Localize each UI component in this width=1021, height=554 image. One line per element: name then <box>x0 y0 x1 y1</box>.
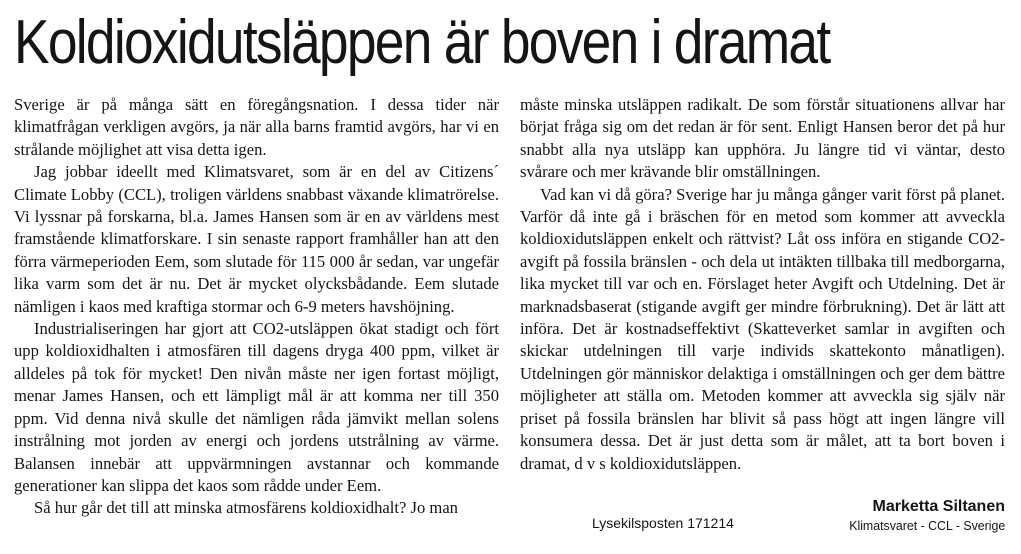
paragraph: Vad kan vi då göra? Sverige har ju många gånger varit först på planet. Varför då inte gå i bräschen för en metod som kommer att avveckla koldioxidutsläppen enkelt och rättvist? Låt oss införa en stigande CO2-avgift på fossila bränslen - och dela ut intäkten tillbaka till medborgarna, lika mycket till var och en. Förslaget heter Avgift och Utdelning. Det är marknadsbaserat (stigande avgift ger mindre förbrukning). Det är lätt att införa. Det är kostnadseffektivt (Skatteverket samlar in avgiften och skickar utdelningen till varje individs skattekonto månatligen). Utdelningen gör människor delaktiga i omställningen och ger dem bättre möjligheter att ställa om. Metoden kommer att avveckla sig själv när priset på fossila bränslen har blivit så pass högt att ingen längre vill konsumera dessa. Det är just detta som är målet, att ta bort boven i dramat, d v s koldioxidutsläppen. <box>520 184 1005 473</box>
source-label: Lysekilsposten 171214 <box>592 515 734 531</box>
paragraph: Jag jobbar ideellt med Klimatsvaret, som är en del av Citizens´ Climate Lobby (CCL), troligen världens snabbast växande klimatrörelse. Vi lyssnar på forskarna, bl.a. James Hansen som är en av världens mest framstående klimatforskare. I sin senaste rapport framhåller han att den förra värmeperioden Eem, som slutade för 115 000 år sedan, var ungefär lika varm som det är nu. Det är mycket olycksbådande. Eem slutade nämligen i kaos med kraftiga stormar och 6-9 meters havshöjning. <box>14 162 499 316</box>
author-organization: Klimatsvaret - CCL - Sverige <box>848 518 1005 533</box>
headline: Koldioxidutsläppen är boven i dramat <box>14 8 830 77</box>
author-byline <box>841 497 1005 534</box>
paragraph: Så hur går det till att minska atmosfärens koldioxidhalt? Jo man <box>34 498 458 518</box>
right-column <box>520 94 1005 475</box>
author-name: Marketta Siltanen <box>872 498 1005 515</box>
paragraph: Industrialiseringen har gjort att CO2-utsläppen ökat stadigt och fört upp koldioxidhalten i atmosfären till dagens dryga 400 ppm, vilket är alldeles på tok för mycket! Den nivån måste ner igen fortast möjligt, menar James Hansen, och ett lämpligt mål är att komma ner till 350 ppm. Vid denna nivå skulle det nämligen råda jämvikt mellan solens instrålning mot jorden av energi och jordens utstrålning av värme. Balansen innebär att uppvärmningen avstannar och kommande generationer kan slippa det kaos som rådde under Eem. <box>14 319 499 495</box>
paragraph: Sverige är på många sätt en föregångsnation. I dessa tider när klimatfrågan verkligen avgörs, ja när alla barns framtid avgörs, har vi en strålande möjlighet att visa detta igen. <box>14 95 499 159</box>
left-column <box>14 94 499 520</box>
paragraph: måste minska utsläppen radikalt. De som förstår situationens allvar har börjat fråga sig om det redan är för sent. Enligt Hansen beror det på hur snabbt alla nya utsläpp kan upphöra. Ju längre tid vi väntar, desto svårare och mer krävande blir omställningen. <box>520 95 1005 182</box>
